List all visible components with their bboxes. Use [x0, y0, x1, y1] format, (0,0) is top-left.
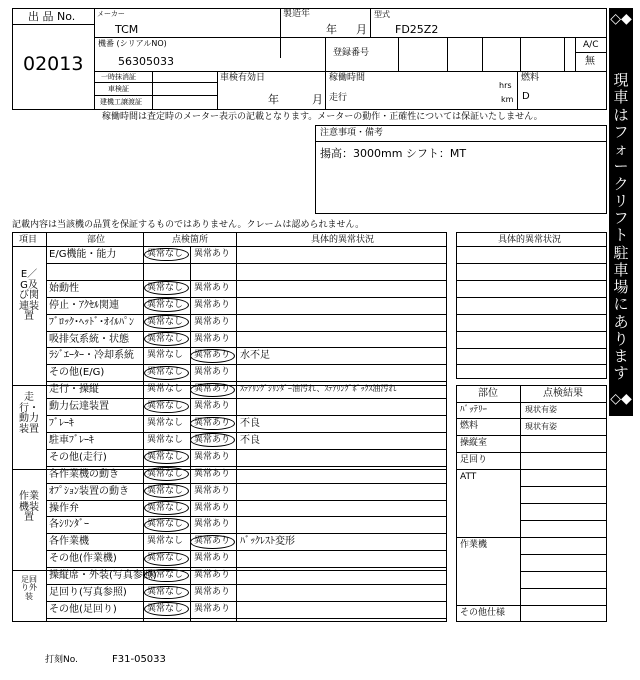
selected-circle-mark	[190, 383, 235, 397]
divider	[456, 605, 607, 606]
row-divider	[46, 364, 447, 365]
check-option-ok: 異常あり	[194, 485, 231, 496]
check-option-none: 異常なし	[147, 384, 184, 395]
divider	[94, 37, 607, 38]
inspection-part: 走行・操縦	[49, 384, 99, 396]
row-divider	[46, 449, 447, 450]
selected-circle-mark	[190, 535, 235, 549]
inspection-part: 操縦席・外装(写真参照)	[49, 570, 157, 582]
check-option-ok: 異常あり	[194, 249, 231, 259]
divider	[517, 71, 518, 110]
divider	[456, 331, 607, 332]
row-divider	[46, 347, 447, 348]
check-option-none: 異常なし	[147, 553, 184, 564]
row-divider	[46, 584, 447, 585]
inspection-detail: ｽﾃｱﾘﾝｸﾞｼﾘﾝﾀﾞｰ油汚れ、ｽﾃｱﾘﾝｸﾞﾎﾞｯｸｽ油汚れ	[240, 384, 397, 394]
att-label: ATT	[460, 472, 477, 482]
divider	[315, 141, 607, 142]
check-option-none: 異常なし	[147, 570, 184, 581]
inspection-part: 吸排気系統・状態	[49, 333, 129, 345]
row-divider	[46, 567, 447, 568]
row-divider	[46, 280, 447, 281]
divider	[456, 452, 607, 453]
inspection-year-unit: 年	[268, 93, 279, 106]
col-detail-header: 具体的異常状況	[311, 235, 375, 245]
detail-box-header: 具体的異常状況	[498, 235, 562, 245]
inspection-part: その他(足回り)	[49, 603, 117, 615]
check-option-ok: 異常あり	[194, 282, 231, 293]
km-unit: km	[501, 95, 514, 104]
inspection-detail: ﾊﾞｯｸﾚｽﾄ変形	[240, 536, 295, 548]
ac-value: 無	[585, 56, 595, 67]
remarks-text: 揚高：3000mm シフト：MT	[320, 147, 467, 160]
maker-value: TCM	[115, 23, 139, 36]
divider	[236, 232, 237, 622]
check-option-ok: 異常あり	[194, 316, 231, 327]
fuel-value: D	[522, 91, 530, 102]
inspection-detail: 不良	[240, 434, 260, 446]
group-label-work: 作業機装置	[19, 491, 39, 523]
selected-circle-mark	[144, 518, 189, 532]
check-option-ok: 異常あり	[194, 502, 231, 513]
check-option-none: 異常なし	[147, 519, 184, 530]
row-divider	[46, 516, 447, 517]
inspection-part: 各ｼﾘﾝﾀﾞｰ	[49, 519, 89, 531]
row-divider	[46, 618, 447, 619]
location-banner-text: 現車はフォークリフト駐車場にあります	[613, 71, 629, 383]
inspection-part: 駐車ﾌﾞﾚｰｷ	[49, 434, 94, 446]
divider	[456, 314, 607, 315]
divider	[456, 418, 607, 419]
inspection-part: その他(E/G)	[49, 367, 105, 379]
inspection-detail: 不良	[240, 418, 260, 429]
divider	[456, 297, 607, 298]
result-part: 足回り	[460, 455, 488, 465]
divider	[520, 588, 607, 589]
divider	[482, 37, 483, 71]
divider	[398, 37, 399, 71]
inspection-label: 車検有効日	[220, 73, 266, 83]
check-option-none: 異常なし	[147, 401, 184, 412]
inspection-detail: 水不足	[240, 350, 270, 362]
row-divider	[46, 331, 447, 332]
check-option-none: 異常なし	[147, 418, 184, 428]
divider	[564, 37, 565, 71]
row-divider	[46, 533, 447, 534]
selected-circle-mark	[144, 552, 189, 566]
divider	[370, 8, 371, 37]
result-part: 燃料	[460, 421, 479, 431]
row-divider	[46, 432, 447, 433]
result-value: 現状有姿	[525, 405, 557, 414]
check-option-ok: 異常あり	[194, 536, 231, 547]
divider	[447, 37, 448, 71]
check-option-none: 異常なし	[147, 367, 184, 378]
divider	[190, 246, 191, 622]
drive-label: 走行	[329, 93, 348, 103]
work-label: 作業機	[460, 540, 488, 550]
inspection-part: ｵﾌﾟｼｮﾝ装置の動き	[49, 485, 129, 497]
vehicle-cert-label: 車検証	[108, 85, 129, 93]
divider	[152, 71, 153, 110]
inspection-part: 各作業機の動き	[49, 468, 119, 480]
serial-label: 機番 (シリアルNO)	[98, 39, 167, 48]
check-option-ok: 異常あり	[194, 401, 231, 412]
inspection-part: ﾌﾞﾚｰｷ	[49, 418, 74, 429]
check-option-none: 異常なし	[147, 451, 184, 462]
inspection-part: 各作業機	[49, 536, 89, 548]
check-option-none: 異常なし	[147, 603, 184, 614]
group-label-engine: E／G及び関連装置	[19, 269, 39, 322]
selected-circle-mark	[144, 501, 189, 515]
inspection-part: E/G機能・能力	[49, 249, 117, 260]
inspection-part: 始動性	[49, 282, 79, 294]
divider	[325, 37, 326, 71]
year-label: 製造年	[283, 9, 311, 19]
selected-circle-mark	[144, 366, 189, 380]
row-divider	[46, 483, 447, 484]
check-option-ok: 異常あり	[194, 570, 231, 581]
result-part: 操縦室	[460, 438, 488, 448]
check-option-ok: 異常あり	[194, 434, 231, 445]
divider	[325, 71, 326, 110]
row-divider	[46, 550, 447, 551]
row-divider	[46, 297, 447, 298]
row-divider	[46, 601, 447, 602]
inspection-month-unit: 月	[312, 93, 323, 106]
col-item-header: 項目	[19, 235, 38, 245]
divider	[12, 246, 447, 247]
check-option-none: 異常なし	[147, 536, 184, 547]
group-label-drive: 走行・動力装置	[19, 392, 39, 435]
inspection-part: その他(走行)	[49, 451, 107, 463]
result-col-part: 部位	[478, 388, 498, 399]
check-option-ok: 異常あり	[194, 367, 231, 378]
check-option-none: 異常なし	[147, 485, 184, 496]
maker-label: メーカー	[97, 10, 125, 18]
model-label: 型式	[374, 10, 390, 19]
check-option-none: 異常なし	[147, 282, 184, 293]
divider	[520, 554, 607, 555]
divider	[575, 37, 576, 71]
divider	[520, 486, 607, 487]
remarks-label: 注意事項・備考	[320, 128, 384, 138]
check-option-ok: 異常あり	[194, 587, 231, 597]
diamond-icon: ◇◆	[610, 391, 632, 407]
divider	[280, 8, 281, 58]
check-option-ok: 異常あり	[194, 519, 231, 530]
ac-label: A/C	[583, 40, 599, 50]
divider	[217, 71, 218, 110]
check-option-ok: 異常あり	[194, 299, 231, 310]
divider	[94, 71, 607, 72]
divider	[456, 280, 607, 281]
selected-circle-mark	[144, 332, 189, 346]
year-unit: 年	[326, 23, 337, 36]
temp-cert-label: 一時抹消証	[101, 73, 136, 81]
result-value: 現状有姿	[525, 422, 557, 431]
check-option-ok: 異常あり	[194, 468, 231, 479]
fuel-label: 燃料	[521, 73, 540, 83]
item-number: 02013	[23, 53, 84, 75]
divider	[520, 503, 607, 504]
serial-value: 56305033	[118, 55, 174, 68]
col-part-header: 部位	[87, 235, 106, 245]
inspection-part: 停止・ｱｸｾﾙ関連	[49, 299, 119, 311]
month-unit: 月	[356, 23, 367, 36]
check-option-ok: 異常あり	[194, 418, 231, 428]
divider	[520, 520, 607, 521]
inspection-part: ﾗｼﾞｴｰﾀｰ・冷却系統	[49, 350, 134, 362]
check-option-none: 異常なし	[147, 587, 184, 597]
stamp-label: 打刻No.	[45, 655, 78, 665]
divider	[456, 469, 607, 470]
hours-notice: 稼働時間は査定時のメーター表示の記載となります。メーターの動作・正確性については保証いたしません。	[102, 112, 543, 122]
result-col-result: 点検結果	[543, 388, 583, 399]
divider	[575, 52, 607, 53]
hrs-unit: hrs	[499, 81, 512, 90]
inspection-part: 足回り(写真参照)	[49, 587, 127, 598]
other-spec-label: その他仕様	[460, 608, 506, 618]
check-option-none: 異常なし	[147, 502, 184, 513]
divider	[94, 82, 217, 83]
check-option-none: 異常なし	[147, 249, 184, 259]
divider	[456, 435, 607, 436]
row-divider	[46, 398, 447, 399]
inspection-part: 動力伝達装置	[49, 401, 109, 413]
row-divider	[46, 466, 447, 467]
model-value: FD25Z2	[395, 23, 439, 36]
selected-circle-mark	[144, 298, 189, 312]
inspection-part: 操作弁	[49, 502, 79, 514]
check-option-ok: 異常あり	[194, 333, 231, 344]
col-check-header: 点検箇所	[172, 235, 209, 245]
check-option-ok: 異常あり	[194, 384, 231, 395]
check-option-none: 異常なし	[147, 434, 184, 445]
quality-notice: 記載内容は当該機の品質を保証するものではありません。クレームは認められません。	[12, 220, 365, 230]
divider	[94, 95, 217, 96]
stamp-number: F31-05033	[112, 654, 166, 665]
selected-circle-mark	[144, 484, 189, 498]
row-divider	[46, 500, 447, 501]
item-no-label: 出 品 No.	[28, 10, 76, 23]
divider	[520, 571, 607, 572]
check-option-ok: 異常あり	[194, 350, 231, 361]
row-divider	[46, 314, 447, 315]
divider	[456, 246, 607, 247]
divider	[456, 364, 607, 365]
divider	[46, 232, 47, 622]
row-divider	[46, 263, 447, 264]
check-option-ok: 異常あり	[194, 603, 231, 614]
registration-label: 登録番号	[333, 48, 370, 58]
check-option-ok: 異常あり	[194, 553, 231, 564]
row-divider	[46, 381, 447, 382]
group-label-undercarriage: 足回り外装	[21, 575, 37, 601]
check-option-ok: 異常あり	[194, 451, 231, 462]
hours-label: 稼働時間	[329, 73, 366, 83]
divider	[520, 37, 521, 71]
result-part: ﾊﾞｯﾃﾘｰ	[460, 405, 488, 415]
divider	[456, 263, 607, 264]
inspection-part: その他(作業機)	[49, 553, 117, 565]
row-divider	[46, 415, 447, 416]
check-option-none: 異常なし	[147, 316, 184, 327]
check-option-none: 異常なし	[147, 350, 184, 361]
detail-box	[456, 232, 607, 379]
selected-circle-mark	[190, 349, 235, 363]
machine-cert-label: 建機工譲渡証	[100, 98, 142, 106]
divider	[143, 232, 144, 622]
divider	[456, 402, 607, 403]
inspection-part: ﾌﾞﾛｯｸ･ﾍｯﾄﾞ･ｵｲﾙﾊﾟﾝ	[49, 316, 134, 328]
check-option-none: 異常なし	[147, 468, 184, 479]
check-option-none: 異常なし	[147, 333, 184, 344]
location-banner	[609, 8, 633, 416]
selected-circle-mark	[144, 315, 189, 329]
check-option-none: 異常なし	[147, 299, 184, 310]
divider	[456, 537, 607, 538]
remarks-box	[315, 125, 607, 214]
divider	[456, 348, 607, 349]
diamond-icon: ◇◆	[610, 11, 632, 27]
divider	[12, 24, 94, 25]
selected-circle-mark	[144, 467, 189, 481]
